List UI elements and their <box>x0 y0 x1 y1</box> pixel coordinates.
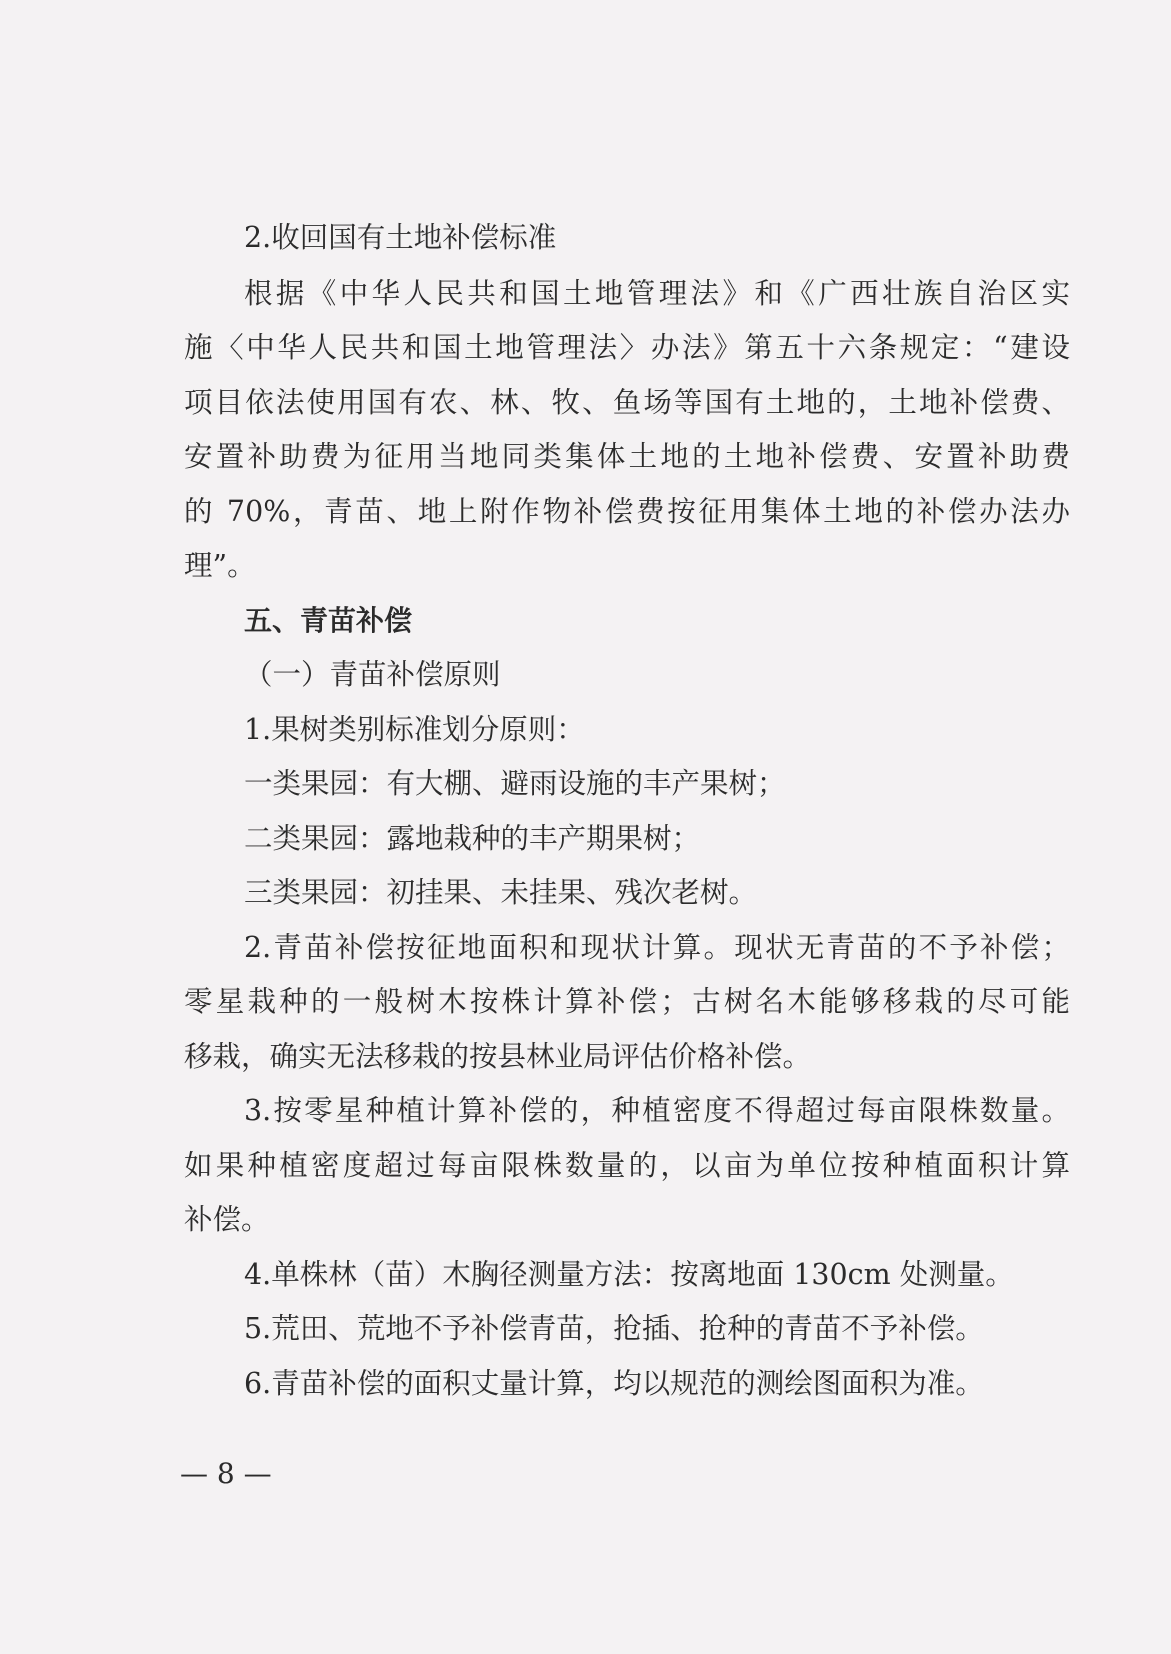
paragraph-line: 补偿。 <box>184 1203 270 1236</box>
paragraph-line: 理”。 <box>184 549 256 582</box>
paragraph-line: 如果种植密度超过每亩限株数量的，以亩为单位按种植面积计算 <box>184 1149 1070 1182</box>
paragraph-line: 5.荒田、荒地不予补偿青苗，抢插、抢种的青苗不予补偿。 <box>244 1312 984 1345</box>
paragraph-line: 零星栽种的一般树木按株计算补偿；古树名木能够移栽的尽可能 <box>184 985 1070 1018</box>
paragraph-line: 1.果树类别标准划分原则： <box>244 713 585 746</box>
paragraph-line: 3.按零星种植计算补偿的，种植密度不得超过每亩限株数量。 <box>244 1094 1070 1127</box>
paragraph-line: 的 70%，青苗、地上附作物补偿费按征用集体土地的补偿办法办 <box>184 495 1070 528</box>
list-item: 三类果园：初挂果、未挂果、残次老树。 <box>244 876 758 909</box>
paragraph-subheading: 2.收回国有土地补偿标准 <box>244 221 557 254</box>
paragraph-line: 项目依法使用国有农、林、牧、鱼场等国有土地的，土地补偿费、 <box>184 386 1070 419</box>
paragraph-line: 移栽，确实无法移栽的按县林业局评估价格补偿。 <box>184 1040 812 1073</box>
subsection-heading: （一）青苗补偿原则 <box>244 658 501 691</box>
page-number: — 8 — <box>180 1457 272 1490</box>
paragraph-line: 6.青苗补偿的面积丈量计算，均以规范的测绘图面积为准。 <box>244 1367 984 1400</box>
list-item: 一类果园：有大棚、避雨设施的丰产果树； <box>244 767 786 800</box>
paragraph-line: 安置补助费为征用当地同类集体土地的土地补偿费、安置补助费 <box>184 440 1070 473</box>
list-item: 二类果园：露地栽种的丰产期果树； <box>244 822 701 855</box>
section-heading: 五、青苗补偿 <box>244 604 413 637</box>
paragraph-line: 4.单株林（苗）木胸径测量方法：按离地面 130cm 处测量。 <box>244 1258 1014 1291</box>
paragraph-line: 施〈中华人民共和国土地管理法〉办法》第五十六条规定：“建设 <box>184 331 1070 364</box>
paragraph-line: 根据《中华人民共和国土地管理法》和《广西壮族自治区实 <box>244 277 1070 310</box>
paragraph-line: 2.青苗补偿按征地面积和现状计算。现状无青苗的不予补偿； <box>244 931 1070 964</box>
